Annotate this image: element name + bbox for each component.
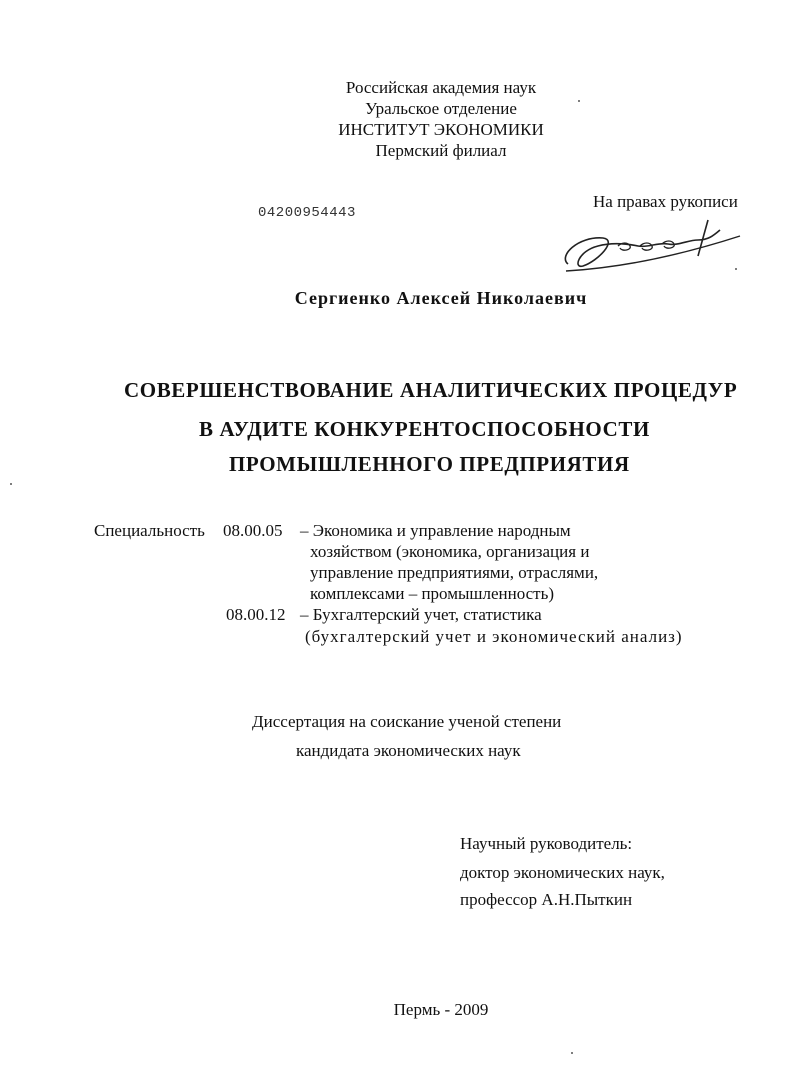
title-line-1: СОВЕРШЕНСТВОВАНИЕ АНАЛИТИЧЕСКИХ ПРОЦЕДУР xyxy=(124,378,738,402)
scan-speck xyxy=(10,483,12,485)
title-line-3: ПРОМЫШЛЕННОГО ПРЕДПРИЯТИЯ xyxy=(229,452,630,476)
specialty-desc-2-line-2: (бухгалтерский учет и экономический анализ) xyxy=(305,627,683,646)
advisor-name: профессор А.Н.Пыткин xyxy=(460,890,633,909)
rights-note: На правах рукописи xyxy=(593,192,738,211)
org-name: Российская академия наук xyxy=(345,78,537,97)
specialty-desc-1-line-4: комплексами – промышленность) xyxy=(310,584,555,603)
specialty-code-2: 08.00.12 xyxy=(226,605,286,624)
org-branch: Пермский филиал xyxy=(375,141,507,160)
dissertation-line-2: кандидата экономических наук xyxy=(296,741,521,760)
advisor-label: Научный руководитель: xyxy=(460,834,633,853)
advisor-degree: доктор экономических наук, xyxy=(460,863,665,882)
specialty-code-1: 08.00.05 xyxy=(223,521,283,540)
specialty-desc-1-line-2: хозяйством (экономика, организация и xyxy=(310,542,590,561)
city-year: Пермь - 2009 xyxy=(393,1000,489,1019)
title-line-2: В АУДИТЕ КОНКУРЕНТОСПОСОБНОСТИ xyxy=(199,417,650,441)
org-department: Уральское отделение xyxy=(365,99,517,118)
scan-speck xyxy=(735,268,737,270)
dissertation-line-1: Диссертация на соискание ученой степени xyxy=(252,712,562,731)
signature-icon xyxy=(558,216,748,276)
scan-speck xyxy=(571,1052,573,1054)
scan-speck xyxy=(578,100,580,102)
org-institute: ИНСТИТУТ ЭКОНОМИКИ xyxy=(338,120,544,139)
specialty-desc-1-line-3: управление предприятиями, отраслями, xyxy=(310,563,599,582)
specialty-desc-1-line-1: – Экономика и управление народным xyxy=(300,521,571,540)
author-name: Сергиенко Алексей Николаевич xyxy=(294,288,588,308)
registration-number: 04200954443 xyxy=(258,205,356,221)
specialty-desc-2-line-1: – Бухгалтерский учет, статистика xyxy=(300,605,542,624)
specialty-label: Специальность xyxy=(94,521,205,540)
